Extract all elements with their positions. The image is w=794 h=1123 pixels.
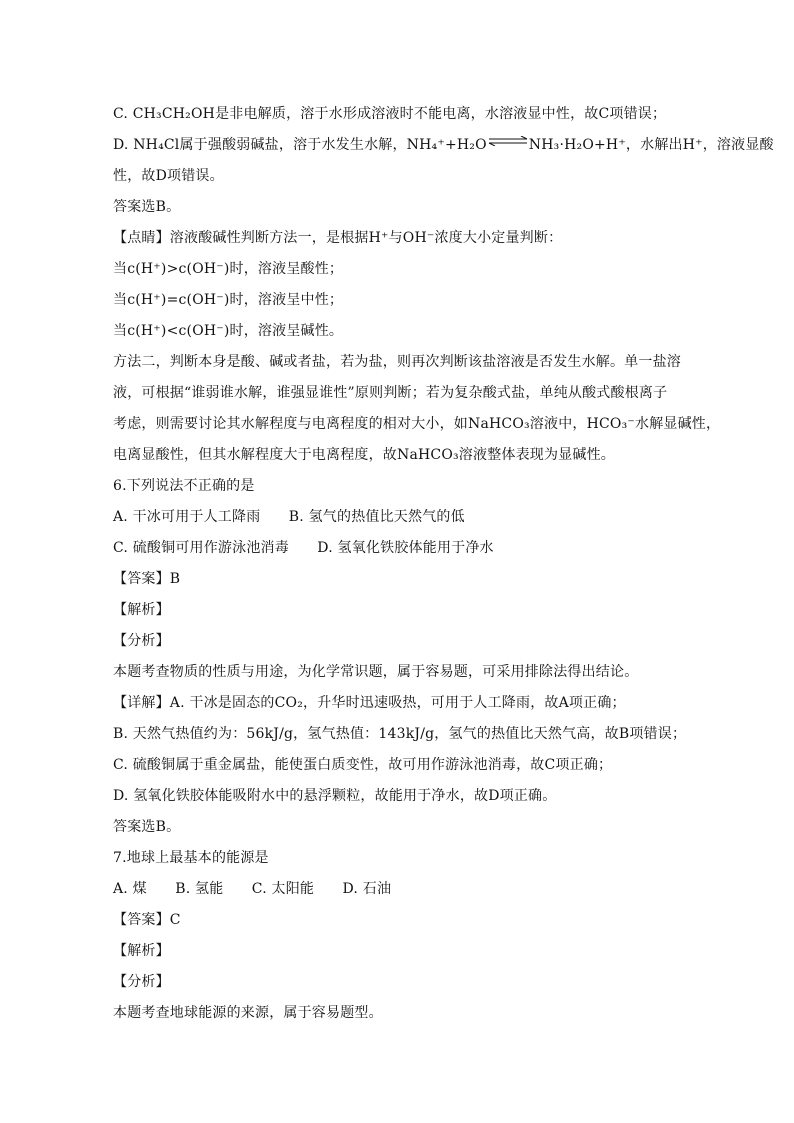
q6-detail-d: D. 氢氧化铁胶体能吸附水中的悬浮颗粒，故能用于净水，故D项正确。 [113, 788, 557, 804]
q6-options-cd: C. 硫酸铜可用作游泳池消毒 D. 氢氧化铁胶体能用于净水 [113, 540, 494, 556]
note-heading: 【点睛】溶液酸碱性判断方法一，是根据H⁺与OH⁻浓度大小定量判断： [113, 230, 563, 246]
q6-fenxi-text: 本题考查物质的性质与用途，为化学常识题，属于容易题，可采用排除法得出结论。 [113, 664, 639, 680]
case-acidic: 当c(H⁺)>c(OH⁻)时，溶液呈酸性； [113, 261, 344, 277]
q7-stem: 7.地球上最基本的能源是 [113, 850, 269, 866]
q6-detail-b: B. 天然气热值约为：56kJ/g，氢气热值：143kJ/g，氢气的热值比天然气高，故B项错误； [113, 726, 687, 742]
method2-line-2: 液，可根据“谁弱谁水解，谁强显谁性”原则判断；若为复杂酸式盐，单纯从酸式酸根离子 [113, 385, 668, 401]
case-basic: 当c(H⁺)<c(OH⁻)时，溶液呈碱性。 [113, 323, 344, 339]
method2-line-4: 电离显酸性，但其水解程度大于电离程度，故NaHCO₃溶液整体表现为显碱性。 [113, 447, 616, 463]
q6-detail-a: 【详解】A. 干冰是固态的CO₂，升华时迅速吸热，可用于人工降雨，故A项正确； [113, 695, 626, 711]
option-d-text-1: D. NH₄Cl属于强酸弱碱盐，溶于水发生水解，NH₄⁺+H₂O [113, 137, 487, 153]
q7-options: A. 煤 B. 氢能 C. 太阳能 D. 石油 [113, 881, 392, 897]
case-neutral: 当c(H⁺)=c(OH⁻)时，溶液呈中性； [113, 292, 344, 308]
option-d-explanation [113, 136, 774, 154]
q7-analysis-heading: 【解析】 [113, 943, 170, 959]
q7-fenxi-text: 本题考查地球能源的来源，属于容易题型。 [113, 1005, 383, 1021]
q6-options-ab: A. 干冰可用于人工降雨 B. 氢气的热值比天然气的低 [113, 509, 465, 525]
q6-final-answer: 答案选B。 [113, 819, 181, 835]
method2-line-3: 考虑，则需要讨论其水解程度与电离程度的相对大小，如NaHCO₃溶液中，HCO₃⁻水解显碱性， [113, 416, 721, 432]
q6-answer: 【答案】B [113, 571, 181, 587]
q6-stem: 6.下列说法不正确的是 [113, 478, 255, 494]
q6-fenxi-heading: 【分析】 [113, 633, 170, 649]
q7-answer: 【答案】C [113, 912, 181, 928]
reversible-arrow-icon [488, 136, 528, 146]
method2-line-1: 方法二，判断本身是酸、碱或者盐，若为盐，则再次判断该盐溶液是否发生水解。单一盐溶 [113, 354, 681, 370]
option-d-text-2: NH₃·H₂O+H⁺，水解出H⁺，溶液显酸 [528, 137, 774, 153]
option-c-explanation: C. CH₃CH₂OH是非电解质，溶于水形成溶液时不能电离，水溶液显中性，故C项错误； [113, 106, 667, 122]
answer-line: 答案选B。 [113, 199, 181, 215]
q6-analysis-heading: 【解析】 [113, 602, 170, 618]
q6-detail-c: C. 硫酸铜属于重金属盐，能使蛋白质变性，故可用作游泳池消毒，故C项正确； [113, 757, 613, 773]
q7-fenxi-heading: 【分析】 [113, 974, 170, 990]
option-d-continuation: 性，故D项错误。 [113, 168, 224, 184]
